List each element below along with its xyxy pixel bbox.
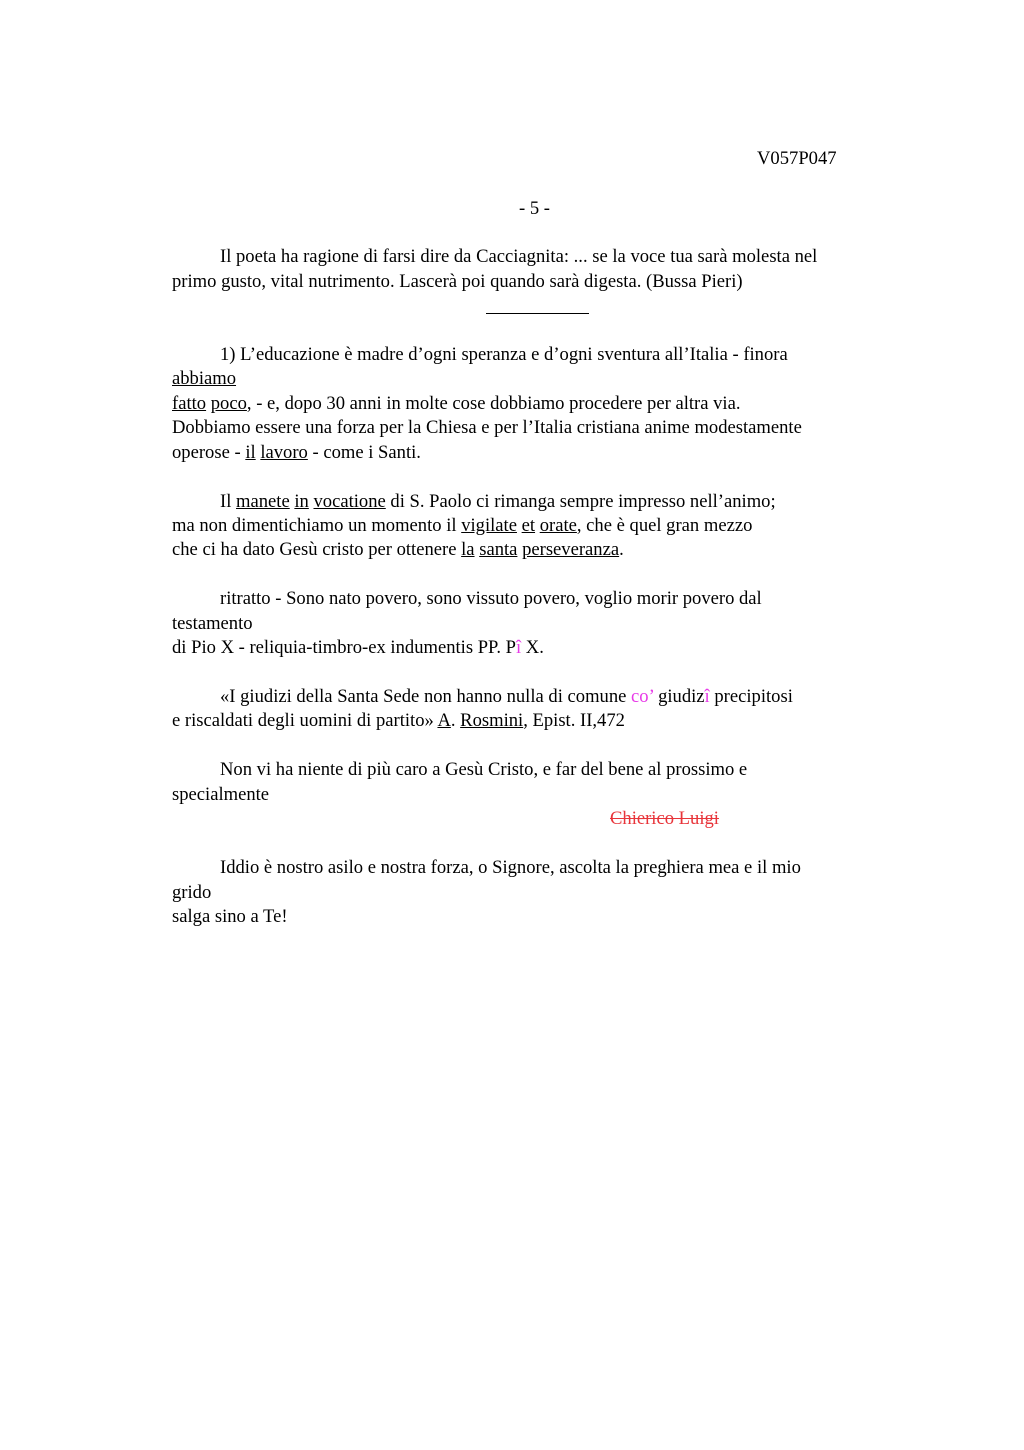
paragraph-6-line-2: specialmente [172,784,270,805]
paragraph-5-line-2 [172,712,625,731]
underlined-word: santa [479,539,518,560]
paragraph-2-line-2 [172,370,236,389]
underlined-word: manete [236,491,290,512]
page-number: - 5 - [519,198,550,219]
underlined-word: vigilate [461,515,517,536]
text-span: X. [521,637,544,658]
underlined-word: fatto [172,393,207,414]
underlined-word: la [461,539,475,560]
text-span: . [619,539,624,560]
text-span: che ci ha dato Gesù cristo per ottenere [172,539,462,560]
struck-through-name: Chierico Luigi [610,808,719,829]
text-span: Il [220,491,237,512]
paragraph-7-line-1: Iddio è nostro asilo e nostra forza, o Signore, ascolta la preghiera mea e il mio [220,857,801,878]
underlined-word: vocatione [313,491,386,512]
inserted-accent: î [704,686,710,707]
paragraph-2-line-4: Dobbiamo essere una forza per la Chiesa e per l’Italia cristiana anime modestamente [172,417,802,438]
underlined-word: A [437,710,451,731]
text-span: - come i Santi. [307,442,421,463]
inserted-text: co’ [631,686,654,707]
text-span: «I giudizi della Santa Sede non hanno nulla di comune [220,686,632,707]
text-span: ma non dimentichiamo un momento il [172,515,462,536]
paragraph-7-line-2: grido [172,882,212,903]
paragraph-1-line-2: primo gusto, vital nutrimento. Lascerà poi quando sarà digesta. (Bussa Pieri) [172,271,743,292]
paragraph-2-line-3 [172,395,741,414]
text-span: , Epist. II,472 [523,710,625,731]
text-span: di Pio X - reliquia-timbro-ex indumentis PP. P [172,637,516,658]
text-span: , - e, dopo 30 anni in molte cose dobbiamo procedere per altra via. [246,393,741,414]
paragraph-1-line-1: Il poeta ha ragione di farsi dire da Cacciagnita: ... se la voce tua sarà molesta nel [220,246,818,267]
inserted-accent: î [515,637,522,658]
text-span: , che è quel gran mezzo [576,515,753,536]
separator-rule [486,313,589,314]
underlined-word: abbiamo [172,368,237,389]
paragraph-4-line-2: testamento [172,613,253,634]
paragraph-2-line-5 [172,444,421,463]
underlined-word: in [294,491,309,512]
text-span: operose - [172,442,246,463]
underlined-word: Rosmini [460,710,524,731]
paragraph-6-line-1: Non vi ha niente di più caro a Gesù Cristo, e far del bene al prossimo e [220,759,748,780]
underlined-word: orate [539,515,577,536]
paragraph-4-line-3 [172,639,544,658]
underlined-word: et [521,515,536,536]
text-span: giudiz [653,686,705,707]
paragraph-7-line-3: salga sino a Te! [172,906,288,927]
text-span: . [450,710,461,731]
document-id: V057P047 [757,148,837,169]
underlined-word: poco [210,393,247,414]
underlined-word: lavoro [260,442,308,463]
underlined-word: il [245,442,256,463]
text-span: di S. Paolo ci rimanga sempre impresso nell’animo; [385,491,776,512]
paragraph-4-line-1: ritratto - Sono nato povero, sono vissuto povero, voglio morir povero dal [220,588,762,609]
paragraph-3-line-2 [172,517,752,536]
paragraph-2-line-1: 1) L’educazione è madre d’ogni speranza e d’ogni sventura all’Italia - finora [220,344,788,365]
paragraph-3-line-1 [220,493,776,512]
text-span: e riscaldati degli uomini di partito» [172,710,438,731]
text-span: precipitosi [709,686,793,707]
underlined-word: perseveranza [522,539,620,560]
paragraph-5-line-1 [220,688,793,707]
paragraph-3-line-3 [172,541,624,560]
